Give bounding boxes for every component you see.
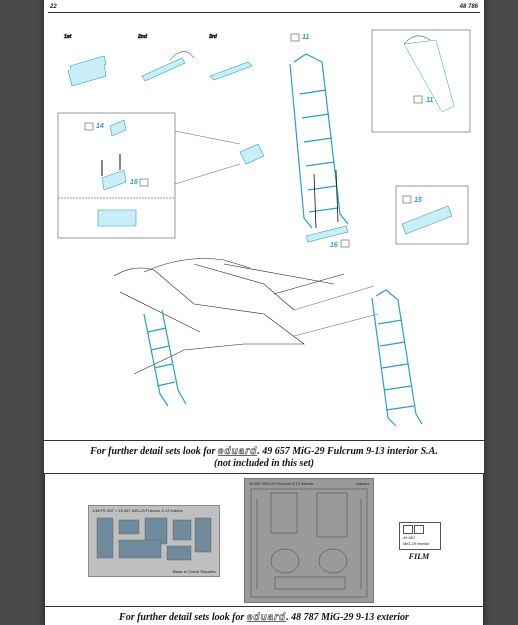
callout-15: 15: [414, 197, 422, 204]
assembly-drawing: [44, 14, 484, 440]
instruction-page: [44, 0, 484, 625]
aircraft-outline: [114, 259, 344, 375]
callout-11b: 11: [426, 97, 434, 104]
page-number-right: 48 786: [459, 4, 478, 10]
divider-1: [44, 440, 484, 441]
banner2-text: . 48 787 MiG-29 9-13 exterior: [286, 612, 409, 623]
step-label-2: 2nd: [138, 34, 147, 40]
detail-box-right-top: [372, 30, 470, 132]
film-name: MiG-29 interior: [403, 541, 430, 546]
ladder-upper: [290, 54, 348, 228]
ladder-lower-right: [372, 290, 422, 426]
callout-11a: 11: [302, 34, 310, 41]
thumb1-footer: Made in Czech Republic: [172, 569, 216, 574]
banner-exterior: [44, 612, 484, 624]
thumb2-title: 49 657 MiG-29 Fulcrum 9-13 interior: [249, 481, 314, 486]
frame-right: [483, 473, 484, 625]
step-parts: [68, 56, 252, 86]
banner1-prefix: For further detail sets look for: [90, 446, 216, 457]
callout-16b: 16: [330, 242, 338, 249]
header-rule: [48, 12, 480, 13]
eduard-logo: eduard: [217, 446, 258, 457]
thumb1-parts: [89, 506, 219, 576]
callout-14: 14: [96, 123, 104, 130]
divider-2: [44, 473, 484, 474]
eduard-logo-2: eduard: [246, 612, 287, 623]
film-code: 49 657: [403, 535, 416, 540]
frame-left: [44, 473, 45, 625]
banner2-prefix: For further detail sets look for: [119, 612, 245, 623]
page-number-left: 22: [50, 4, 57, 10]
callout-16a: 16: [130, 179, 138, 186]
divider-3: [44, 606, 484, 607]
thumb2-parts: [245, 479, 373, 602]
banner-interior: [44, 446, 484, 470]
interior-set-thumbnail: [88, 505, 220, 577]
step-label-1: 1st: [64, 34, 72, 40]
film-label: FILM: [408, 552, 430, 561]
thumb1-title: 1/48 FE 657 = 49 657 MiG-29 Fulcrum 9-13 interior: [92, 508, 183, 513]
thumb2-brand: eduard: [356, 481, 369, 486]
banner1-text: . 49 657 MiG-29 Fulcrum 9-13 interior S.A.: [257, 446, 438, 457]
ladder-lower-left: [144, 310, 186, 406]
banner1-note: (not included in this set): [213, 458, 314, 469]
film-sheet: [399, 522, 441, 550]
fret-thumbnail: [244, 478, 374, 603]
step-label-3: 3rd: [209, 34, 217, 40]
